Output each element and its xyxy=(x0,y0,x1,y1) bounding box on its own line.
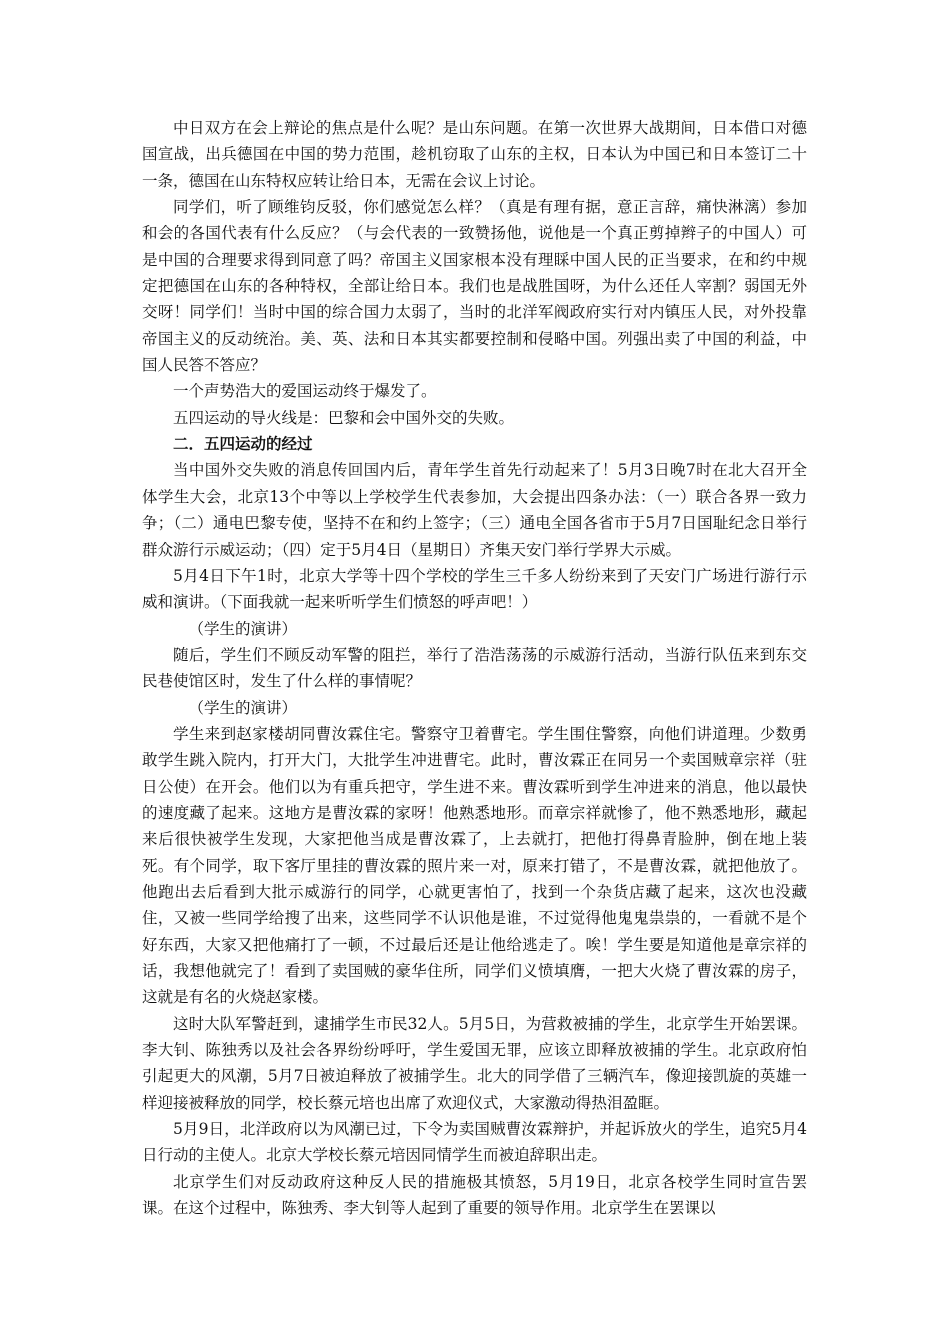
stage-note-speech-1: （学生的演讲） xyxy=(188,619,298,638)
paragraph-tiananmen-march: 5月4日下午1时，北京大学等十四个学校的学生三千多人纷纷来到了天安门广场进行游行示威和演讲。（下面我就一起来听听学生们愤怒的呼声吧！） xyxy=(142,566,807,612)
stage-note-speech-2: （学生的演讲） xyxy=(188,698,298,717)
paragraph-arrests: 这时大队军警赶到，逮捕学生市民32人。5月5日，为营救被捕的学生，北京学生开始罢课。李大钊、陈独秀以及社会各界纷纷呼吁，学生爱国无罪，应该立即释放被捕的学生。北京政府怕引起更大的风潮，5月7日被迫释放了被捕学生。北大的同学借了三辆汽车，像迎接凯旋的英雄一样迎接被释放的同学，校长蔡元培也出席了欢迎仪式，大家激动得热泪盈眶。 xyxy=(142,1014,807,1112)
section-heading: 二．五四运动的经过 xyxy=(173,434,313,454)
document-body xyxy=(142,115,807,1221)
paragraph-movement-erupts: 一个声势浩大的爱国运动终于爆发了。 xyxy=(173,382,437,401)
paragraph-strike: 北京学生们对反动政府这种反人民的措施极其愤怒，5月19日，北京各校学生同时宣告罢课。在这个过程中，陈独秀、李大钊等人起到了重要的领导作用。北京学生在罢课以 xyxy=(142,1172,807,1218)
paragraph-student-assembly: 当中国外交失败的消息传回国内后，青年学生首先行动起来了！5月3日晚7时在北大召开全体学生大会，北京13个中等以上学校学生代表参加，大会提出四条办法：（一）联合各界一致力争；（二）通电巴黎专使，坚持不在和约上签字；（三）通电全国各省市于5月7日国耻纪念日举行群众游行示威运动；（四）定于5月4日（星期日）齐集天安门举行学界大示威。 xyxy=(142,461,807,559)
paragraph-legation-quarter: 随后，学生们不顾反动军警的阻拦，举行了浩浩荡荡的示威游行活动，当游行队伍来到东交民巷使馆区时，发生了什么样的事情呢？ xyxy=(142,645,807,691)
paragraph-shandong-issue: 中日双方在会上辩论的焦点是什么呢？是山东问题。在第一次世界大战期间，日本借口对德国宣战，出兵德国在中国的势力范围，趁机窃取了山东的主权，日本认为中国已和日本签订二十一条，德国在山东特权应转让给日本，无需在会议上讨论。 xyxy=(142,119,807,190)
paragraph-may-ninth: 5月9日，北洋政府以为风潮已过，下令为卖国贼曹汝霖辩护，并起诉放火的学生，追究5月4日行动的主使人。北京大学校长蔡元培因同情学生而被迫辞职出走。 xyxy=(142,1120,807,1165)
paragraph-gu-weijun-rebuttal: 同学们，听了顾维钧反驳，你们感觉怎么样？（真是有理有据，意正言辞，痛快淋漓）参加和会的各国代表有什么反应？（与会代表的一致赞扬他，说他是一个真正剪掉辫子的中国人）可是中国的合理要求得到同意了吗？帝国主义国家根本没有理睬中国人民的正当要求，在和约中规定把德国在山东的各种特权，全部让给日本。我们也是战胜国呀，为什么还任人宰割？弱国无外交呀！同学们！当时中国的综合国力太弱了，当时的北洋军阀政府实行对内镇压人民，对外投靠帝国主义的反动统治。美、英、法和日本其实都要控制和侵略中国。列强出卖了中国的利益，中国人民答不答应？ xyxy=(142,198,807,375)
paragraph-trigger: 五四运动的导火线是：巴黎和会中国外交的失败。 xyxy=(173,408,515,427)
paragraph-zhaojialou: 学生来到赵家楼胡同曹汝霖住宅。警察守卫着曹宅。学生围住警察，向他们讲道理。少数勇敢学生跳入院内，打开大门，大批学生冲进曹宅。此时，曹汝霖正在同另一个卖国贼章宗祥（驻日公使）在开会。他们以为有重兵把守，学生进不来。曹汝霖听到学生冲进来的消息，他以最快的速度藏了起来。这地方是曹汝霖的家呀！他熟悉地形。而章宗祥就惨了，他不熟悉地形，藏起来后很快被学生发现，大家把他当成是曹汝霖了，上去就打，把他打得鼻青脸肿，倒在地上装死。有个同学，取下客厅里挂的曹汝霖的照片来一对，原来打错了，不是曹汝霖，就把他放了。他跑出去后看到大批示威游行的同学，心就更害怕了，找到一个杂货店藏了起来，这次也没藏住，又被一些同学给搜了出来，这些同学不认识他是谁，不过觉得他鬼鬼祟祟的，一看就不是个好东西，大家又把他痛打了一顿，不过最后还是让他给逃走了。唉！学生要是知道他是章宗祥的话，我想他就完了！看到了卖国贼的豪华住所，同学们义愤填膺，一把大火烧了曹汝霖的房子，这就是有名的火烧赵家楼。 xyxy=(142,724,807,1007)
